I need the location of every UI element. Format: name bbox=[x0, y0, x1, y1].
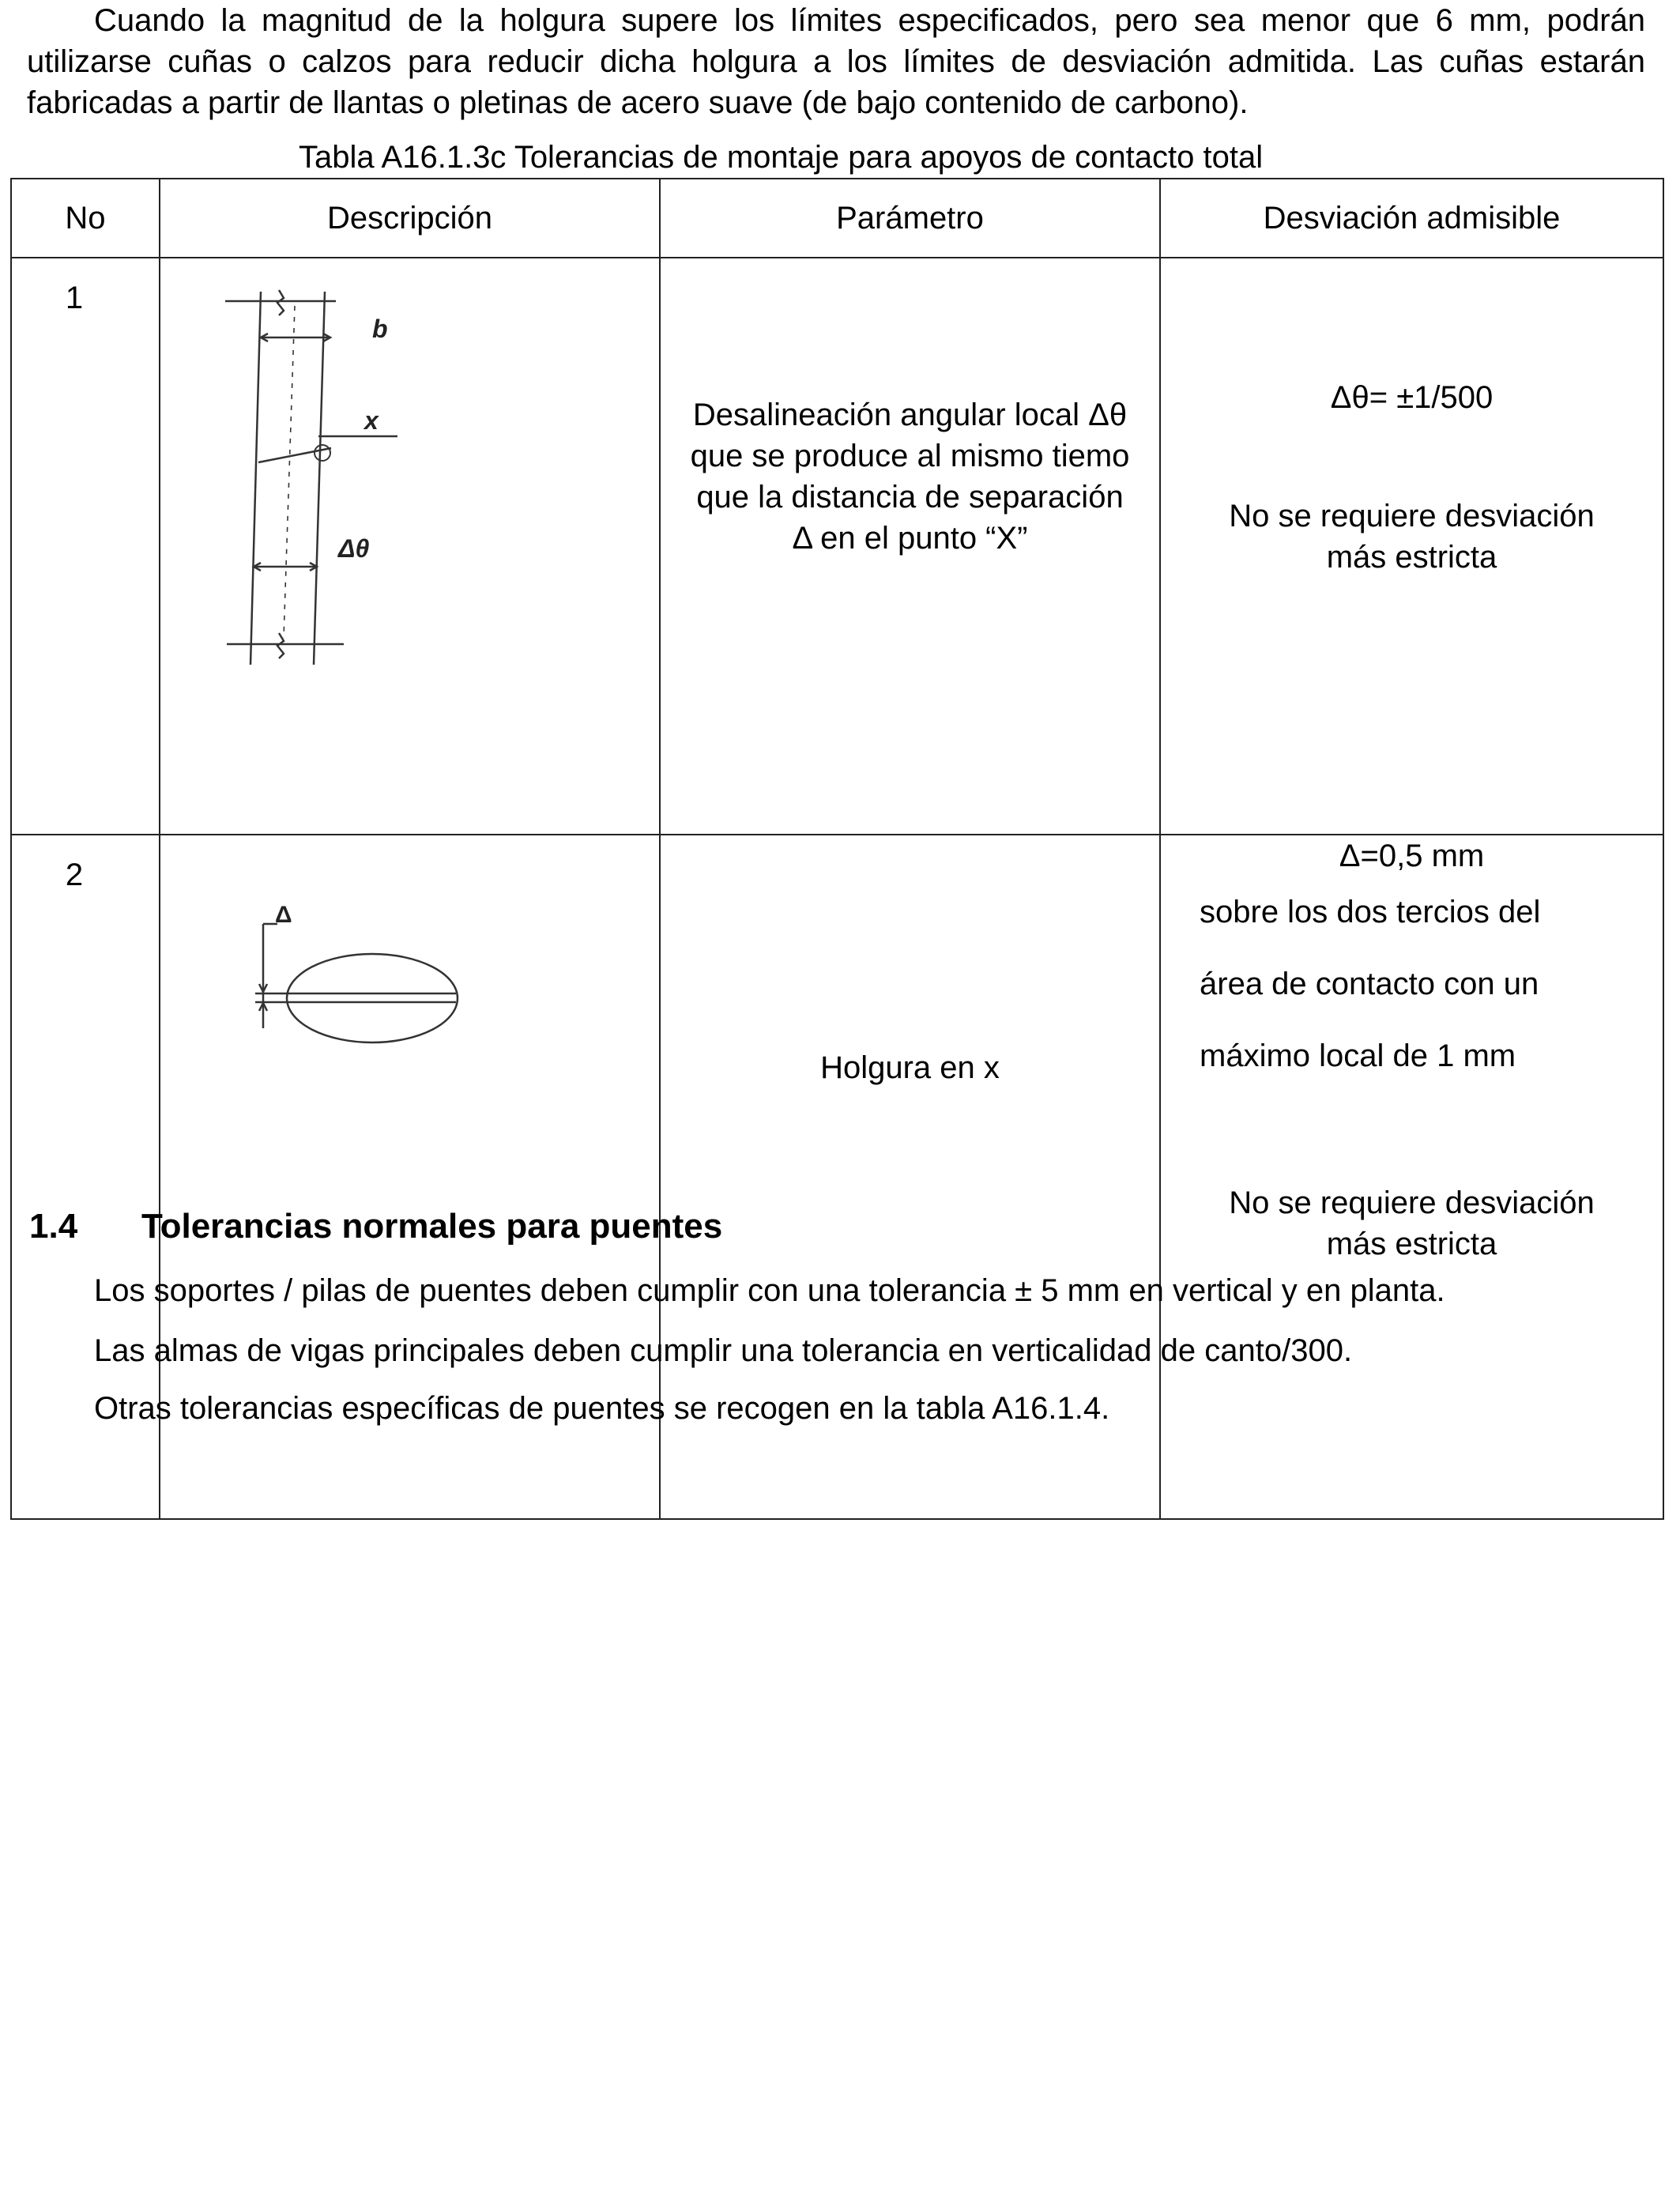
description-cell bbox=[160, 258, 660, 835]
deviation-line: máximo local de 1 mm bbox=[1200, 1039, 1516, 1073]
section-heading bbox=[29, 1204, 722, 1249]
deviation-note: No se requiere desviación más estricta bbox=[1229, 499, 1595, 575]
section-paragraph: Otras tolerancias específicas de puentes se recogen en la tabla A16.1.4. bbox=[94, 1391, 1110, 1426]
row-number: 2 bbox=[65, 858, 84, 892]
deviation-value: Δθ= ±1/500 bbox=[1330, 380, 1494, 415]
tolerance-table bbox=[10, 178, 1664, 1520]
intro-paragraph bbox=[27, 0, 1645, 123]
header-no: No bbox=[11, 179, 160, 258]
table-caption: Tabla A16.1.3c Tolerancias de montaje para apoyos de contacto total bbox=[299, 140, 1264, 175]
deviation-value: Δ=0,5 mm bbox=[1339, 839, 1485, 873]
deviation-cell bbox=[1160, 258, 1663, 835]
deviation-cell bbox=[1160, 835, 1663, 1519]
deviation-note: No se requiere desviación más estricta bbox=[1229, 1186, 1595, 1261]
parameter-cell bbox=[660, 258, 1160, 835]
angular-misalignment-figure bbox=[160, 258, 661, 698]
header-parameter: Parámetro bbox=[660, 179, 1160, 258]
row-number-cell bbox=[11, 258, 160, 835]
label-x: x bbox=[364, 406, 379, 435]
deviation-lines bbox=[1161, 876, 1663, 1092]
section-title: Tolerancias normales para puentes bbox=[141, 1207, 723, 1246]
label-delta: Δ bbox=[275, 902, 292, 928]
header-deviation: Desviación admisible bbox=[1160, 179, 1663, 258]
table-row bbox=[11, 258, 1663, 835]
header-description: Descripción bbox=[160, 179, 660, 258]
intro-text: Cuando la magnitud de la holgura supere los límites especificados, pero sea menor que 6 mm, podrán utilizarse cuñas o calzos para reducir dicha holgura a los límites de desviación admitida. Las cuñas estarán fabricadas a partir de llantas o pletinas de acero suave (de bajo contenido de carbono). bbox=[27, 3, 1645, 120]
row-number: 1 bbox=[65, 281, 84, 315]
label-delta-theta: Δθ bbox=[338, 534, 370, 563]
section-number: 1.4 bbox=[29, 1207, 78, 1246]
label-b: b bbox=[372, 315, 388, 343]
deviation-line: área de contacto con un bbox=[1200, 967, 1539, 1001]
deviation-line: sobre los dos tercios del bbox=[1200, 895, 1541, 929]
parameter-text: Desalineación angular local Δθ que se produce al mismo tiemo que la distancia de separación Δ en el punto “X” bbox=[690, 398, 1130, 556]
parameter-text: Holgura en x bbox=[820, 1050, 1000, 1085]
table-header-row bbox=[11, 179, 1663, 258]
section-paragraph: Las almas de vigas principales deben cumplir una tolerancia en verticalidad de canto/300. bbox=[94, 1333, 1353, 1368]
section-paragraph: Los soportes / pilas de puentes deben cumplir con una tolerancia ± 5 mm en vertical y en planta. bbox=[94, 1273, 1445, 1308]
